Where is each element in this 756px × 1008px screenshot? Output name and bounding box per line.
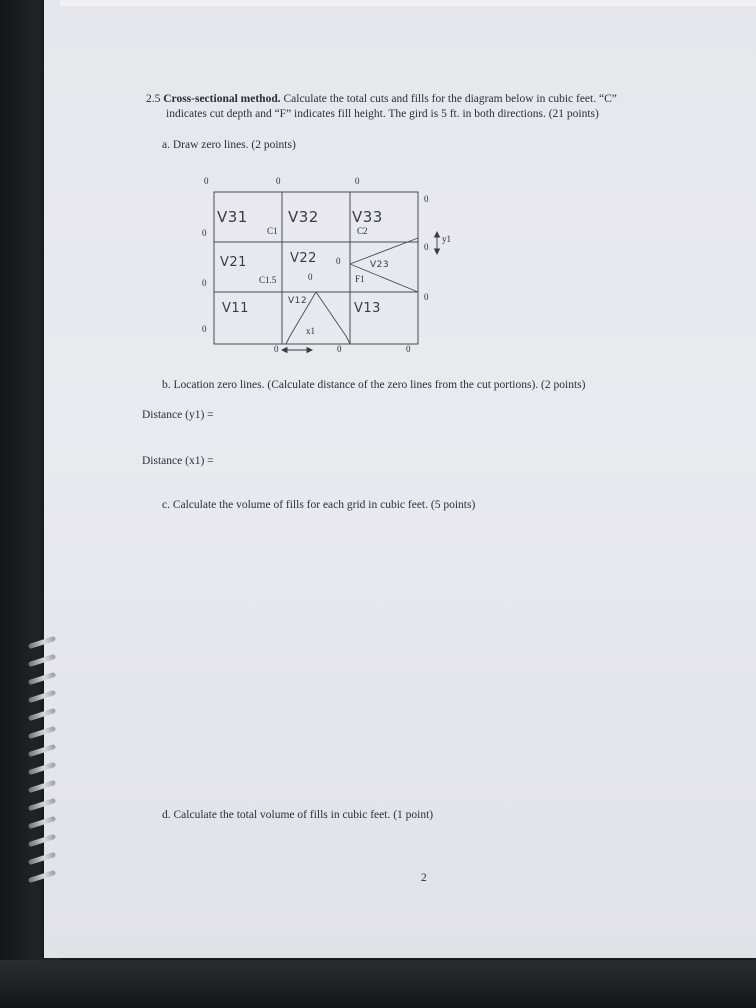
label-c1-5: C1.5	[259, 275, 277, 285]
label-zero-line-point: 0	[336, 256, 341, 266]
problem-title: Cross-sectional method.	[163, 93, 281, 105]
hand-v33: V33	[352, 208, 383, 226]
node-right-mid: 0	[424, 242, 429, 252]
node-bottom-2: 0	[337, 344, 342, 354]
node-left-2: 0	[202, 278, 207, 288]
desk-background-bottom	[0, 960, 756, 1008]
node-top-mid: 0	[276, 176, 281, 186]
label-c1: C1	[267, 226, 278, 236]
hand-v11: V11	[222, 301, 249, 316]
distance-y1-label: Distance (y1) =	[142, 409, 214, 421]
node-top-right: 0	[355, 176, 360, 186]
zero-line-left-tail	[286, 336, 290, 344]
node-right-low: 0	[424, 292, 429, 302]
y1-label: y1	[442, 234, 451, 244]
hand-v22: V22	[290, 251, 317, 266]
page-number: 2	[421, 872, 427, 884]
x1-arrow-right-head	[307, 348, 312, 353]
node-left-1: 0	[202, 228, 207, 238]
node-right-top: 0	[424, 194, 429, 204]
node-bottom-3: 0	[406, 344, 411, 354]
distance-x1-label: Distance (x1) =	[142, 455, 214, 467]
part-a-prompt: a. Draw zero lines. (2 points)	[162, 139, 296, 151]
part-b-prompt: b. Location zero lines. (Calculate distance of the zero lines from the cut portions). (2 points)	[162, 379, 586, 391]
hand-v21: V21	[220, 255, 247, 270]
label-x1: x1	[306, 326, 315, 336]
node-left-3: 0	[202, 324, 207, 334]
hand-v32: V32	[288, 208, 319, 226]
part-c-prompt: c. Calculate the volume of fills for each grid in cubic feet. (5 points)	[162, 499, 476, 511]
node-bottom-1: 0	[274, 344, 279, 354]
spiral-binding	[28, 640, 68, 900]
problem-statement	[146, 92, 706, 122]
y1-arrow-up-head	[435, 232, 440, 237]
hand-v23: V23	[370, 260, 390, 270]
label-c2: C2	[357, 226, 368, 236]
hand-v13: V13	[354, 301, 381, 316]
hand-v31: V31	[217, 208, 248, 226]
hand-v12: V12	[288, 296, 308, 306]
node-top-left: 0	[204, 176, 209, 186]
zero-line-right-tail	[346, 336, 350, 344]
zero-line-right	[316, 292, 346, 336]
problem-line-1: Calculate the total cuts and fills for the diagram below in cubic feet. “C”	[283, 93, 617, 105]
paper-top-edge	[60, 0, 756, 6]
problem-number: 2.5	[146, 93, 161, 105]
grid-diagram	[190, 168, 470, 368]
y1-arrow-down-head	[435, 249, 440, 254]
part-d-prompt: d. Calculate the total volume of fills in cubic feet. (1 point)	[162, 809, 434, 821]
problem-line-2: indicates cut depth and “F” indicates fill height. The gird is 5 ft. in both directions. (21 points)	[166, 108, 599, 120]
x1-arrow-left-head	[282, 348, 287, 353]
label-f1: F1	[355, 274, 365, 284]
label-mid-zero: 0	[308, 272, 313, 282]
